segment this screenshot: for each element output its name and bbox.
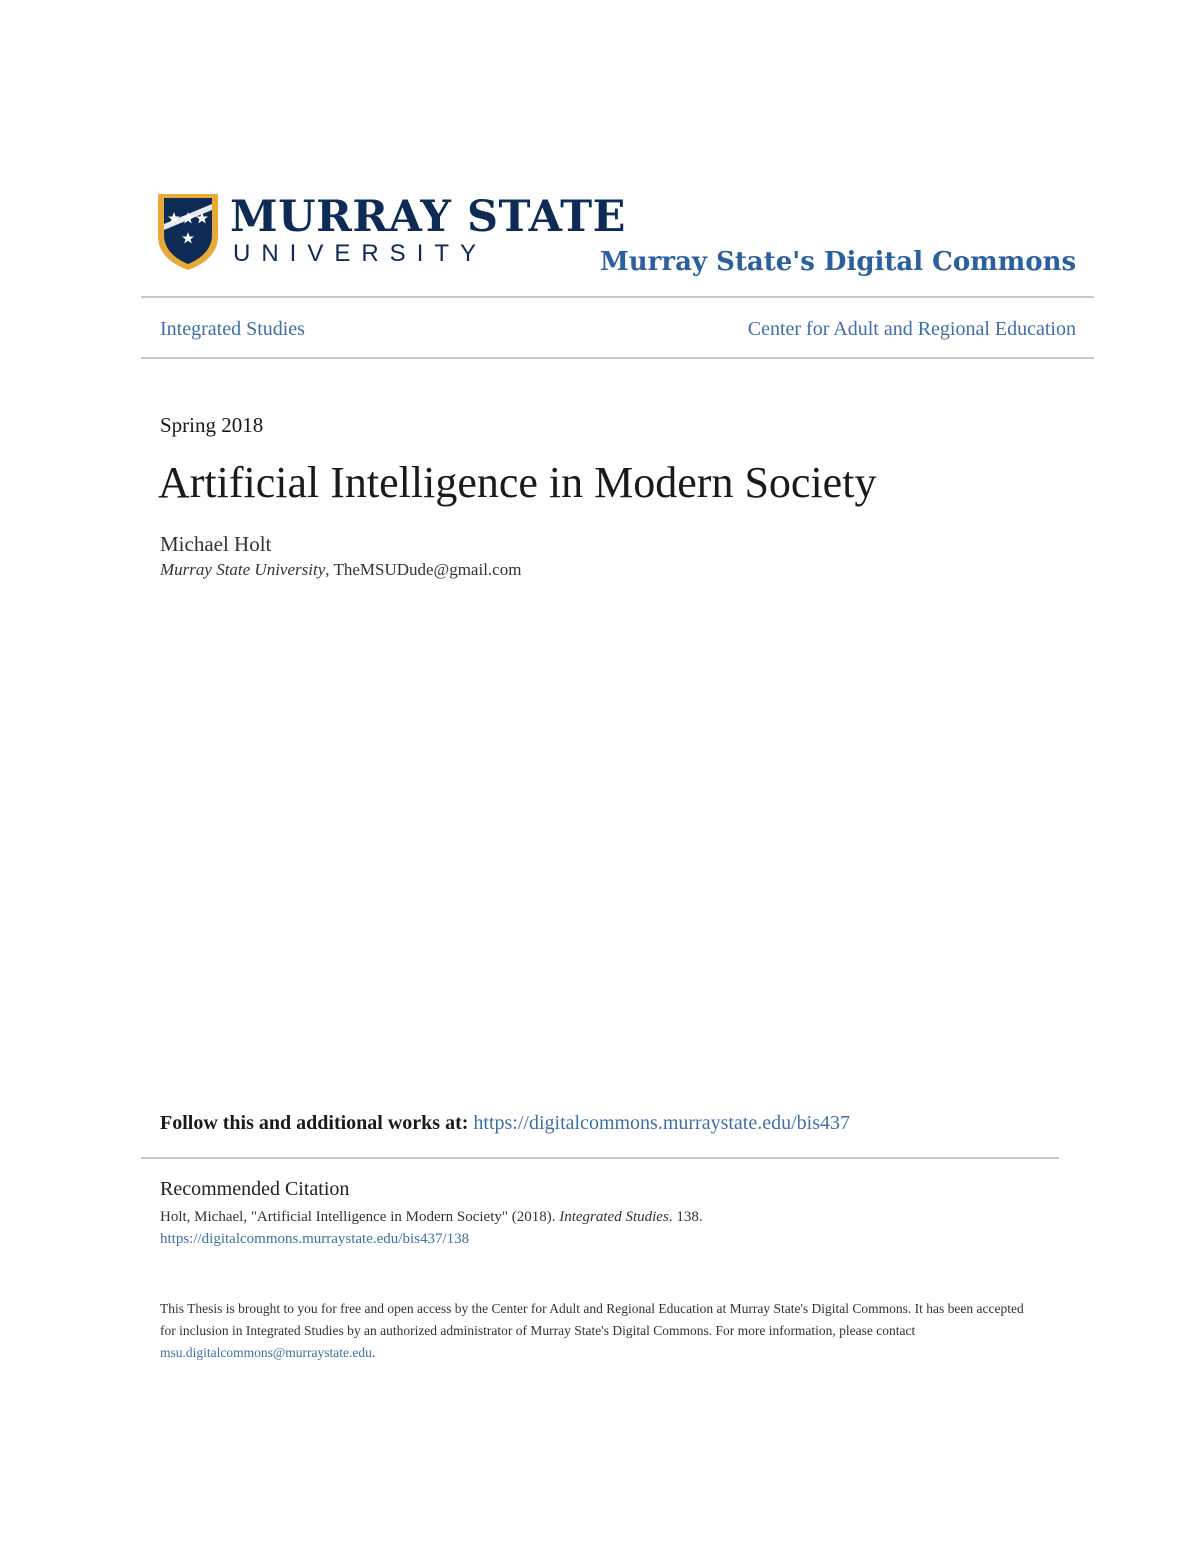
author-affiliation [160, 557, 521, 583]
follow-line [160, 1108, 850, 1138]
divider-nav [141, 357, 1094, 359]
citation-heading: Recommended Citation [160, 1178, 350, 1200]
author-email: , TheMSUDude@gmail.com [325, 560, 522, 579]
university-shield-logo [156, 192, 220, 272]
citation-text-post: . 138. [668, 1209, 703, 1225]
citation-journal: Integrated Studies [559, 1209, 669, 1225]
notice-end: . [371, 1345, 376, 1360]
integrated-studies-link[interactable]: Integrated Studies [160, 318, 305, 340]
follow-label: Follow this and additional works at: [160, 1112, 474, 1134]
citation-text-pre: Holt, Michael, "Artificial Intelligence in Modern Society" (2018). [160, 1209, 560, 1225]
contact-email-link[interactable]: msu.digitalcommons@murraystate.edu [160, 1345, 372, 1360]
repository-title: Murray State's Digital Commons [600, 247, 1077, 277]
access-notice [160, 1298, 1040, 1364]
notice-text: This Thesis is brought to you for free and open access by the Center for Adult and Regional Education at Murray State's Digital Commons. It has been accepted for inclusion in Integrated Studies by an authorized administrator of Murray State's Digital Commons. For more information, please contact [160, 1301, 1024, 1338]
citation-url-link[interactable]: https://digitalcommons.murraystate.edu/bis437/138 [160, 1231, 470, 1247]
divider-top [141, 296, 1094, 298]
author-name: Michael Holt [160, 532, 272, 556]
paper-title: Artificial Intelligence in Modern Society [158, 458, 877, 507]
follow-url-link[interactable]: https://digitalcommons.murraystate.edu/bis437 [473, 1112, 851, 1134]
citation-text [160, 1206, 703, 1228]
divider-follow [141, 1157, 1059, 1159]
center-adult-education-link[interactable]: Center for Adult and Regional Education [747, 318, 1076, 340]
affiliation-institution: Murray State University [160, 560, 326, 579]
logo-wordmark: MURRAY STATE [230, 192, 626, 242]
publication-date: Spring 2018 [160, 413, 264, 437]
logo-subtitle: UNIVERSITY [233, 240, 488, 267]
